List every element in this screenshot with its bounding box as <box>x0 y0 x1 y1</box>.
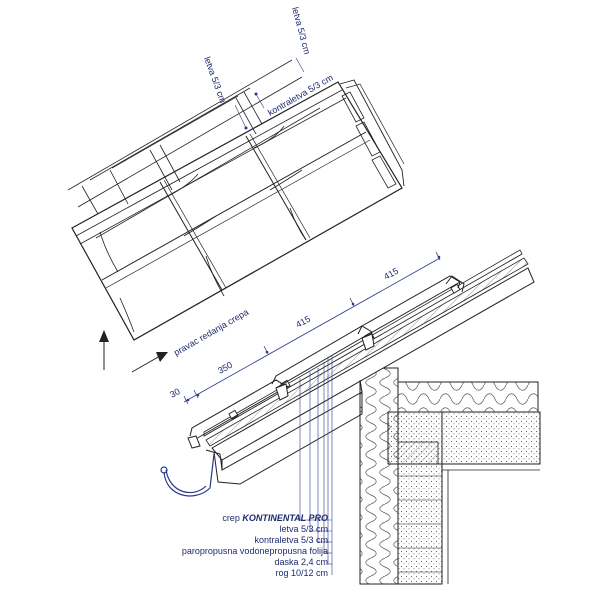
legend <box>182 513 328 578</box>
dim-30: 30 <box>168 386 182 400</box>
section-view <box>161 250 540 584</box>
label-kontraletva: kontraletva 5/3 cm <box>266 72 335 118</box>
legend-crep-name: KONTINENTAL PRO <box>242 513 328 523</box>
dim-415-a: 415 <box>294 313 313 330</box>
gutter <box>161 454 214 496</box>
inner-finish <box>442 464 540 584</box>
tile-field <box>72 80 404 340</box>
direction-arrows <box>99 330 168 372</box>
legend-item-kontraletva: kontraletva 5/3 cm <box>254 535 328 545</box>
legend-crep <box>222 513 328 523</box>
dim-350: 350 <box>216 359 235 376</box>
legend-item-rog: rog 10/12 cm <box>275 568 328 578</box>
leader-letva-top <box>296 58 304 72</box>
wall-insulation <box>360 368 398 584</box>
label-letva-mid: letva 5/3 cm <box>202 55 229 105</box>
leader-kontraletva <box>256 94 264 108</box>
label-direction: pravac redanja crepa <box>172 306 251 358</box>
legend-item-letva: letva 5/3 cm <box>279 524 328 534</box>
leader-letva-mid <box>235 105 246 128</box>
legend-item-folija: paropropusna vodonepropusna folija <box>181 546 328 556</box>
ceiling-insulation <box>398 382 538 412</box>
dim-415-b: 415 <box>382 265 401 282</box>
counter-battens-plan <box>82 92 262 214</box>
tile-plan-view <box>68 6 404 372</box>
battens-plan <box>68 60 320 238</box>
legend-item-daska: daska 2,4 cm <box>274 557 328 567</box>
slab-hatch <box>398 442 438 464</box>
legend-crep-prefix: crep <box>222 513 243 523</box>
label-letva-top: letva 5/3 cm <box>290 5 313 56</box>
